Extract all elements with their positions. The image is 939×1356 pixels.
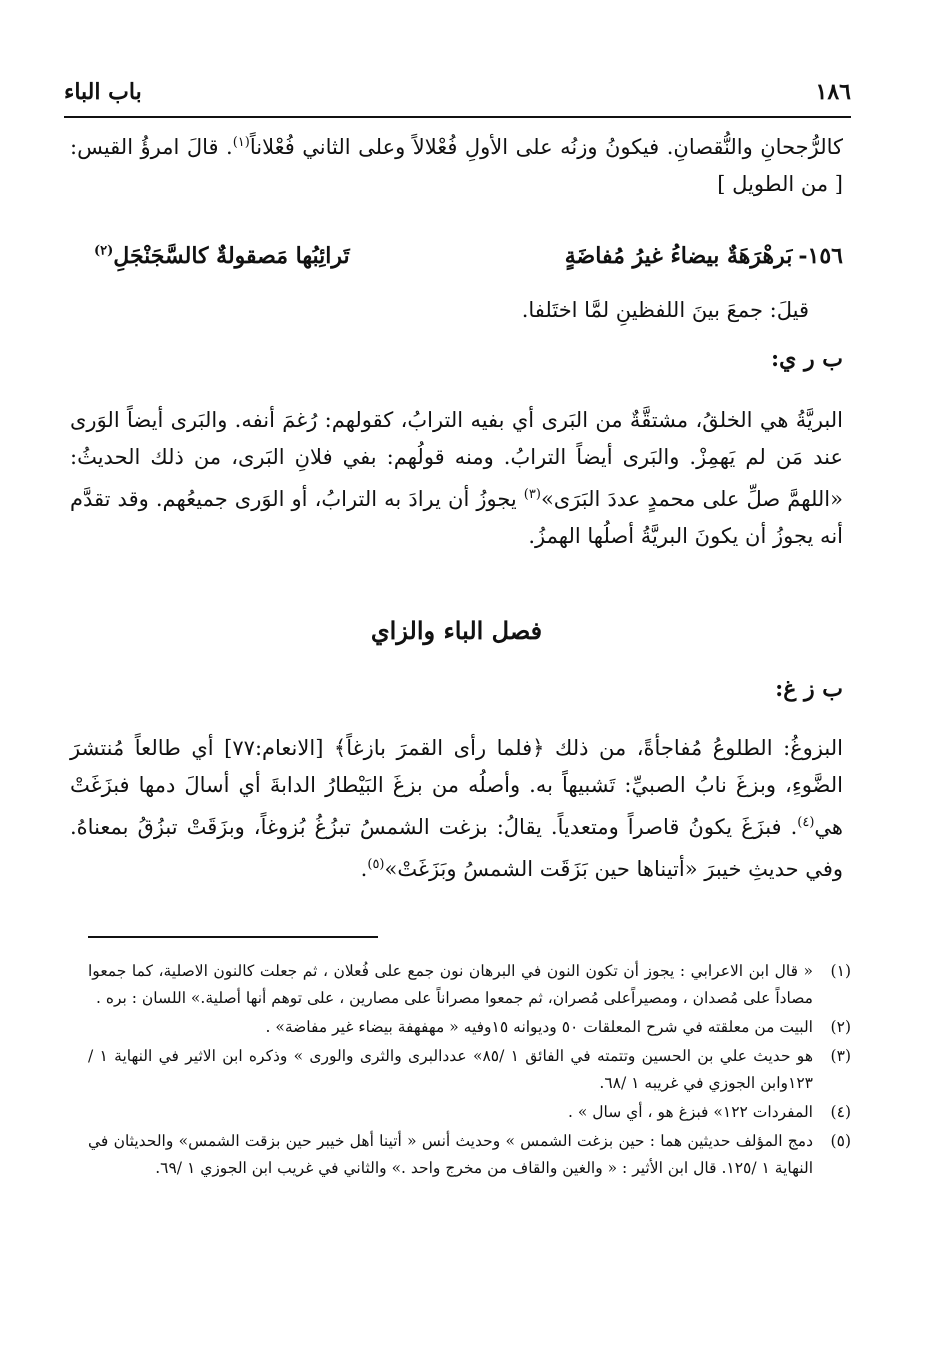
page-header xyxy=(64,70,851,114)
footnotes xyxy=(88,958,851,1184)
root-heading-bry: ب ر ي: xyxy=(771,346,843,372)
footnote-ref-2: (٢) xyxy=(94,243,114,259)
intro-paragraph xyxy=(70,124,843,203)
footnote-number: (٤) xyxy=(830,1103,851,1121)
section-title: فصل الباء والزاي xyxy=(370,616,543,645)
footnote xyxy=(88,1128,851,1182)
poem-verse xyxy=(94,236,843,276)
verse-second-hemistich: تَرائِبُها مَصقولةٌ كالسَّجَنْجَلِ$^{(٢)}$ xyxy=(94,243,350,269)
footnote-text: البيت من معلقته في شرح المعلقات ٥٠ وديوانه ١٥وفيه « مهفهفة بيضاء غير مفاضة» . xyxy=(265,1018,813,1036)
verse-note: قيلَ: جمعَ بينَ اللفظينِ لمَّا اختَلفا. xyxy=(521,298,809,322)
footnote xyxy=(88,958,851,1012)
footnote xyxy=(88,1014,851,1041)
footnote-number: (٥) xyxy=(830,1132,851,1150)
footnote-text: المفردات ١٢٢» فبزغ هو ، أي سال » . xyxy=(568,1103,813,1121)
footnote-ref-5: (٥) xyxy=(367,857,385,872)
footnote-number: (٢) xyxy=(830,1018,851,1036)
footnote-ref-1: (١) xyxy=(232,135,250,150)
intro-text: كالرُّجحانِ والنُّقصانِ. فيكونُ وزنُه على الأولِ فُعْلالاً وعلى الثاني فُعْلاناً xyxy=(249,135,843,159)
footnote-ref-3: (٣) xyxy=(523,487,541,502)
intro-text-end: . قالَ امرؤُ القيس: [ من الطويل ] xyxy=(70,135,843,196)
entry-bzgh: البزوغُ: الطلوعُ مُفاجأةً، من ذلك ﴿فلما رأى القمرَ بازغاً﴾ [الانعام:٧٧] أي طالعاً مُنتشرَ الضَّوءِ، وبزغَ نابُ الصبيِّ: تَشبيهاً به. وأصلُه من بزغَ البَيْطارُ الدابةَ أي أسالَ دمها فبزَغَتْ هي$^{(٤)}$. فبزَغَ يكونُ قاصراً ومتعدياً. يقالُ: بزغت الشمسُ تبزُغُ بُزوغاً، وبزَقَتْ تبزُقُ بمعناهُ. وفي حديثِ خيبرَ «أتيناها حين بَزَقَت الشمسُ وبَزَغَتْ»$^{(٥)}$. xyxy=(70,736,843,881)
footnote-text: هو حديث علي بن الحسين وتتمته في الفائق ١ /٨٥» عددالبرى والثرى والورى » وذكره ابن الاثير في النهاية ١ /١٢٣وابن الجوزي في غريبه ١ /٦٨. xyxy=(88,1047,813,1092)
entry-bry: البريَّةُ هي الخلقُ، مشتقَّةٌ من البَرى أي بفيه الترابُ، كقولهم: رُغمَ أنفه. والبَرى أيضاً الوَرى عند مَن لم يَهمِزْ. والبَرى أيضاً الترابُ. ومنه قولُهم: بفي فلانِ البَرى، من ذلك الحديثُ: «اللهمَّ صلِّ على محمدٍ عددَ البَرَى»$^{(٣)}$ يجوزُ أن يرادَ به الترابُ، أو الوَرى جميعُهم. وقد تقدَّم أنه يجوزُ أن يكونَ البريَّةُ أصلُها الهمزُ. xyxy=(70,408,843,548)
footnote-ref-4: (٤) xyxy=(797,815,815,830)
footnote-number: (٣) xyxy=(830,1047,851,1065)
page-number: ١٨٦ xyxy=(815,79,851,105)
footnote-number: (١) xyxy=(830,962,851,980)
root-heading-bzgh: ب ز غ: xyxy=(775,676,843,702)
chapter-title: باب الباء xyxy=(64,79,142,105)
header-rule xyxy=(64,116,851,118)
verse-first-hemistich: ١٥٦-بَرهْرَهَةٌ بيضاءُ غيرُ مُفاضَةٍ xyxy=(564,243,843,269)
footnote-text: « قال ابن الاعرابي : يجوز أن تكون النون في البرهان نون جمع على فُعلان ، ثم جعلت كالنون الاصلية، كما جمعوا مصاداً على مُصدان ، ومصيراًعلى مُصران، ثم جمعوا مصراناً على مصارين ، على توهم أنها أصلية.» اللسان : بره . xyxy=(88,962,813,1007)
footnote xyxy=(88,1043,851,1097)
footnote-rule xyxy=(88,936,378,938)
footnote xyxy=(88,1099,851,1126)
footnote-text: دمج المؤلف حديثين هما : حين بزغت الشمس » وحديث أنس « أتينا أهل خيبر حين بزقت الشمس» والحديثان في النهاية ١ /١٢٥. قال ابن الأثير : « والغين والقاف من مخرج واحد .» والثاني في غريب ابن الجوزي ١ /٦٩. xyxy=(88,1132,813,1177)
verse-number: ١٥٦- xyxy=(798,243,843,269)
